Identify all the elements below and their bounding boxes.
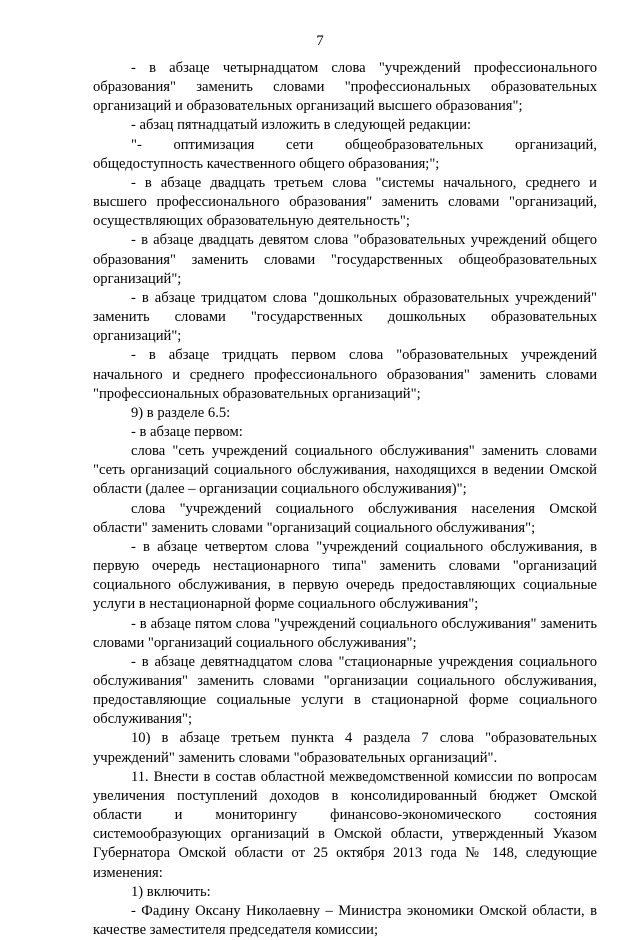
paragraph-amend-15-text: "- оптимизация сети общеобразовательных организаций, общедоступность качественного общего образования;"; <box>93 136 597 172</box>
paragraph-item-9-nineteenth: - в абзаце девятнадцатом слова "стационарные учреждения социального обслуживания" заменить словами "организации социального обслуживания, предоставляющие социальные услуги в стационарной форме социального обслуживания"; <box>93 653 597 728</box>
paragraph-item-9: 9) в разделе 6.5: <box>131 404 231 421</box>
document-body <box>93 59 597 940</box>
paragraph-amend-14: - в абзаце четырнадцатом слова "учреждений профессионального образования" заменить словами "профессиональных образовательных организаций и образовательных организаций высшего образования"; <box>93 60 597 115</box>
paragraph-item-10: 10) в абзаце третьем пункта 4 раздела 7 слова "образовательных учреждений" заменить словами "образовательных организаций". <box>93 730 597 766</box>
paragraph-point-11-include: 1) включить: <box>131 883 211 900</box>
paragraph-item-9-fourth: - в абзаце четвертом слова "учреждений социального обслуживания, в первую очередь нестационарного типа" заменить словами "организаций социального обслуживания, в первую очередь предоставляющих социальные услуги в нестационарной форме социального обслуживания"; <box>93 538 597 613</box>
paragraph-item-9-first: - в абзаце первом: <box>131 423 243 440</box>
paragraph-point-11: 11. Внести в состав областной межведомственной комиссии по вопросам увеличения поступлений доходов в консолидированный бюджет Омской области и мониторингу финансово-экономического состояния системообразующих организаций в Омской области, утвержденный Указом Губернатора Омской области от 25 октября 2013 года № 148, следующие изменения: <box>93 768 597 881</box>
paragraph-amend-31: - в абзаце тридцать первом слова "образовательных учреждений начального и среднего профессионального образования" заменить словами "профессиональных образовательных организаций"; <box>93 347 597 402</box>
page-number: 7 <box>316 33 324 49</box>
paragraph-amend-23: - в абзаце двадцать третьем слова "системы начального, среднего и высшего профессионального образования" заменить словами "организаций, осуществляющих образовательную деятельность"; <box>93 174 597 230</box>
paragraph-item-9-first-b: слова "учреждений социального обслуживания населения Омской области" заменить словами "организаций социального обслуживания"; <box>93 500 597 536</box>
paragraph-amend-29: - в абзаце двадцать девятом слова "образовательных учреждений общего образования" заменить словами "государственных общеобразовательных организаций"; <box>93 232 597 287</box>
paragraph-point-11-fadina: - Фадину Оксану Николаевну – Министра экономики Омской области, в качестве заместителя председателя комиссии; <box>93 902 597 939</box>
paragraph-item-9-fifth: - в абзаце пятом слова "учреждений социального обслуживания" заменить словами "организаций социального обслуживания"; <box>93 615 597 651</box>
paragraph-item-9-first-a: слова "сеть учреждений социального обслуживания" заменить словами "сеть организаций социального обслуживания, находящихся в ведении Омской области (далее – организации социального обслуживания)"; <box>93 443 597 498</box>
paragraph-amend-15-intro: - абзац пятнадцатый изложить в следующей редакции: <box>131 117 472 134</box>
paragraph-amend-30: - в абзаце тридцатом слова "дошкольных образовательных учреждений" заменить словами "государственных дошкольных образовательных организаций"; <box>93 289 597 345</box>
